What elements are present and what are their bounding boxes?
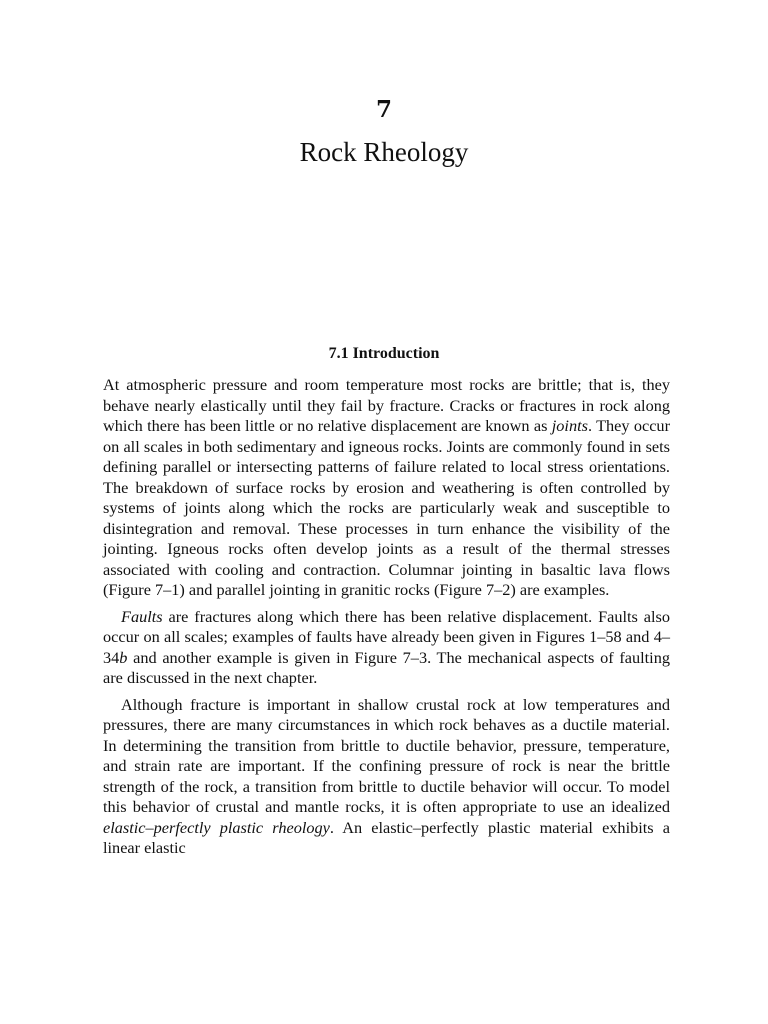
paragraph-text: . An elastic–perfectly plastic material exhibits a linear elastic bbox=[103, 817, 670, 857]
emphasis-term: joints bbox=[551, 416, 588, 435]
section-heading: 7.1 Introduction bbox=[328, 345, 440, 362]
chapter-title: Rock Rheology bbox=[299, 137, 469, 167]
emphasis-term: elastic–perfectly plastic rheology bbox=[103, 817, 330, 837]
paragraph-ductile-behavior bbox=[103, 695, 670, 859]
paragraph-text: At atmospheric pressure and room temperature most rocks are brittle; that is, they behave nearly elastically until they fail by fracture. Cracks or fractures in rock along which there has been little or no relative displacement are known as bbox=[103, 375, 670, 435]
emphasis-term: Faults bbox=[121, 606, 163, 626]
paragraph-text: . They occur on all scales in both sedimentary and igneous rocks. Joints are commonly found in sets defining parallel or intersecting patterns of failure related to local stress orientations. The breakdown of surface rocks by erosion and weathering is often controlled by systems of joints along which the rocks are particularly weak and susceptible to disintegration and removal. These processes in turn enhance the visibility of the jointing. Igneous rocks often develop joints as a result of the thermal stresses associated with cooling and contraction. Columnar jointing in basaltic lava flows (Figure 7–1) and parallel jointing in granitic rocks (Figure 7–2) are examples. bbox=[103, 416, 670, 599]
paragraph-text: Although fracture is important in shallow crustal rock at low temperatures and pressures, there are many circumstances in which rock behaves as a ductile material. In determining the transition from brittle to ductile behavior, pressure, temperature, and strain rate are important. If the confining pressure of rock is near the brittle strength of the rock, a transition from brittle to ductile behavior will occur. To model this behavior of crustal and mantle rocks, it is often appropriate to use an idealized bbox=[103, 694, 670, 816]
paragraph-text: are fractures along which there has been relative displacement. Faults also occur on all scales; examples of faults have already been given in Figures 1–58 and 4–34 bbox=[103, 606, 670, 667]
figure-subpart-label: b bbox=[119, 647, 128, 667]
chapter-number: 7 bbox=[375, 96, 392, 123]
paragraph-text: and another example is given in Figure 7–3. The mechanical aspects of faulting are discussed in the next chapter. bbox=[103, 647, 670, 687]
paragraph-introduction-joints bbox=[103, 375, 670, 601]
body-text bbox=[103, 375, 670, 865]
paragraph-faults bbox=[103, 607, 670, 689]
